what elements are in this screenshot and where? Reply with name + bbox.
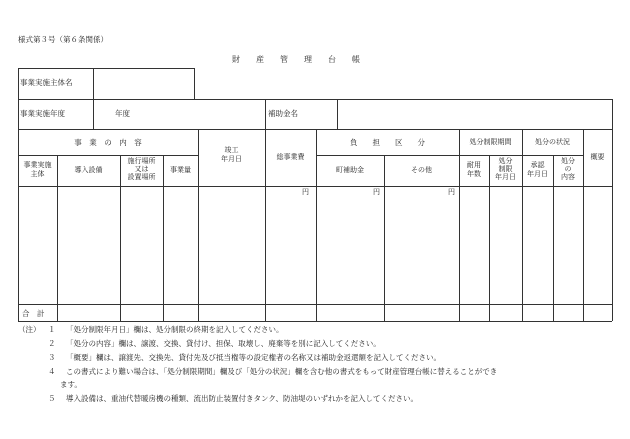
note-number: ３ <box>48 353 56 362</box>
table-line <box>522 129 523 321</box>
site-line-2: 又は <box>134 165 149 173</box>
site-header <box>120 157 163 181</box>
note-text: 導入設備は、重油代替暖房機の種類、流出防止装置付きタンク、防油堤のいずれかを記入してください。 <box>66 394 419 403</box>
limit-line-3: 年月日 <box>495 173 516 181</box>
useful-life-header <box>459 161 489 179</box>
note-text: ます。 <box>60 380 82 389</box>
limit-date-header <box>489 157 522 181</box>
content-line-1: 処分 <box>561 157 575 165</box>
implementer-line-2: 主体 <box>30 170 45 178</box>
approval-date-header <box>522 161 553 179</box>
table-line <box>612 99 613 321</box>
table-line <box>18 155 198 156</box>
table-line <box>57 155 58 321</box>
form-number: 様式第３号（第６条関係） <box>18 35 108 44</box>
disposal-status-header: 処分の状況 <box>535 138 570 146</box>
disposal-content-header <box>553 157 583 181</box>
content-line-3: 内容 <box>561 173 575 181</box>
note-text: この書式により難い場合は、「処分制限期間」欄及び「処分の状況」欄を含む他の書式をもって財産管理台帳に替えることができ <box>66 367 498 376</box>
site-line-3: 設置場所 <box>127 173 156 181</box>
implementer-label: 事業実施主体名 <box>20 78 73 87</box>
town-subsidy-header: 町補助金 <box>336 166 364 174</box>
implementer-header <box>18 161 57 179</box>
note-number: １ <box>48 325 56 334</box>
implementer-line-1: 事業実施 <box>23 161 52 169</box>
unit-yen: 円 <box>448 188 455 196</box>
limit-line-2: 制限 <box>498 165 513 173</box>
project-content-header: 事 業 の 内 容 <box>74 138 142 147</box>
useful-line-1: 耐用 <box>467 161 481 169</box>
total-label: 合 計 <box>22 309 45 318</box>
note-text: 「概要」欄は、譲渡先、交換先、貸付先及び抵当権等の設定権者の名称又は補助金返還額を記入してください。 <box>66 353 441 362</box>
limit-line-1: 処分 <box>498 157 513 165</box>
quantity-header: 事業量 <box>170 166 191 174</box>
table-line <box>337 99 338 129</box>
approval-line-1: 承認 <box>530 161 545 169</box>
content-line-2: の <box>564 165 572 173</box>
completion-line-1: 竣工 <box>224 146 239 154</box>
table-line <box>459 129 460 321</box>
disposal-period-header: 処分制限期間 <box>469 138 512 146</box>
table-line <box>316 129 317 321</box>
table-line <box>18 99 612 100</box>
table-line <box>93 68 94 129</box>
year-suffix: 年度 <box>115 109 130 118</box>
other-header: その他 <box>411 166 432 174</box>
note-text: 「処分制限年月日」欄は、処分制限の終期を記入してください。 <box>66 325 284 334</box>
approval-line-2: 年月日 <box>527 170 548 178</box>
table-line <box>18 68 19 321</box>
note-text: 「処分の内容」欄は、譲渡、交換、貸付け、担保、取壊し、廃棄等を別に記入してください。 <box>66 339 381 348</box>
table-line <box>194 68 195 99</box>
summary-header: 概要 <box>590 153 605 161</box>
completion-date-header <box>198 146 265 164</box>
notes-prefix: （注） <box>18 325 41 334</box>
useful-line-2: 年数 <box>467 170 481 178</box>
table-line <box>316 155 583 156</box>
table-line <box>265 99 266 129</box>
unit-yen: 円 <box>302 188 309 196</box>
page-title: 財 産 管 理 台 帳 <box>232 55 360 64</box>
total-cost-header: 総事業費 <box>276 153 305 161</box>
subsidy-name-label: 補助金名 <box>268 109 298 118</box>
note-number: ４ <box>48 367 56 376</box>
note-number: ２ <box>48 339 56 348</box>
completion-line-2: 年月日 <box>221 155 242 163</box>
burden-category-header: 負 担 区 分 <box>350 138 425 147</box>
table-line <box>163 155 164 321</box>
unit-yen: 円 <box>373 188 380 196</box>
equipment-header: 導入設備 <box>74 166 103 174</box>
table-line <box>384 155 385 321</box>
site-line-1: 施行場所 <box>127 157 156 165</box>
table-line <box>18 321 612 322</box>
note-number: ５ <box>48 394 56 403</box>
year-label: 事業実施年度 <box>20 109 65 118</box>
table-line <box>18 68 194 69</box>
